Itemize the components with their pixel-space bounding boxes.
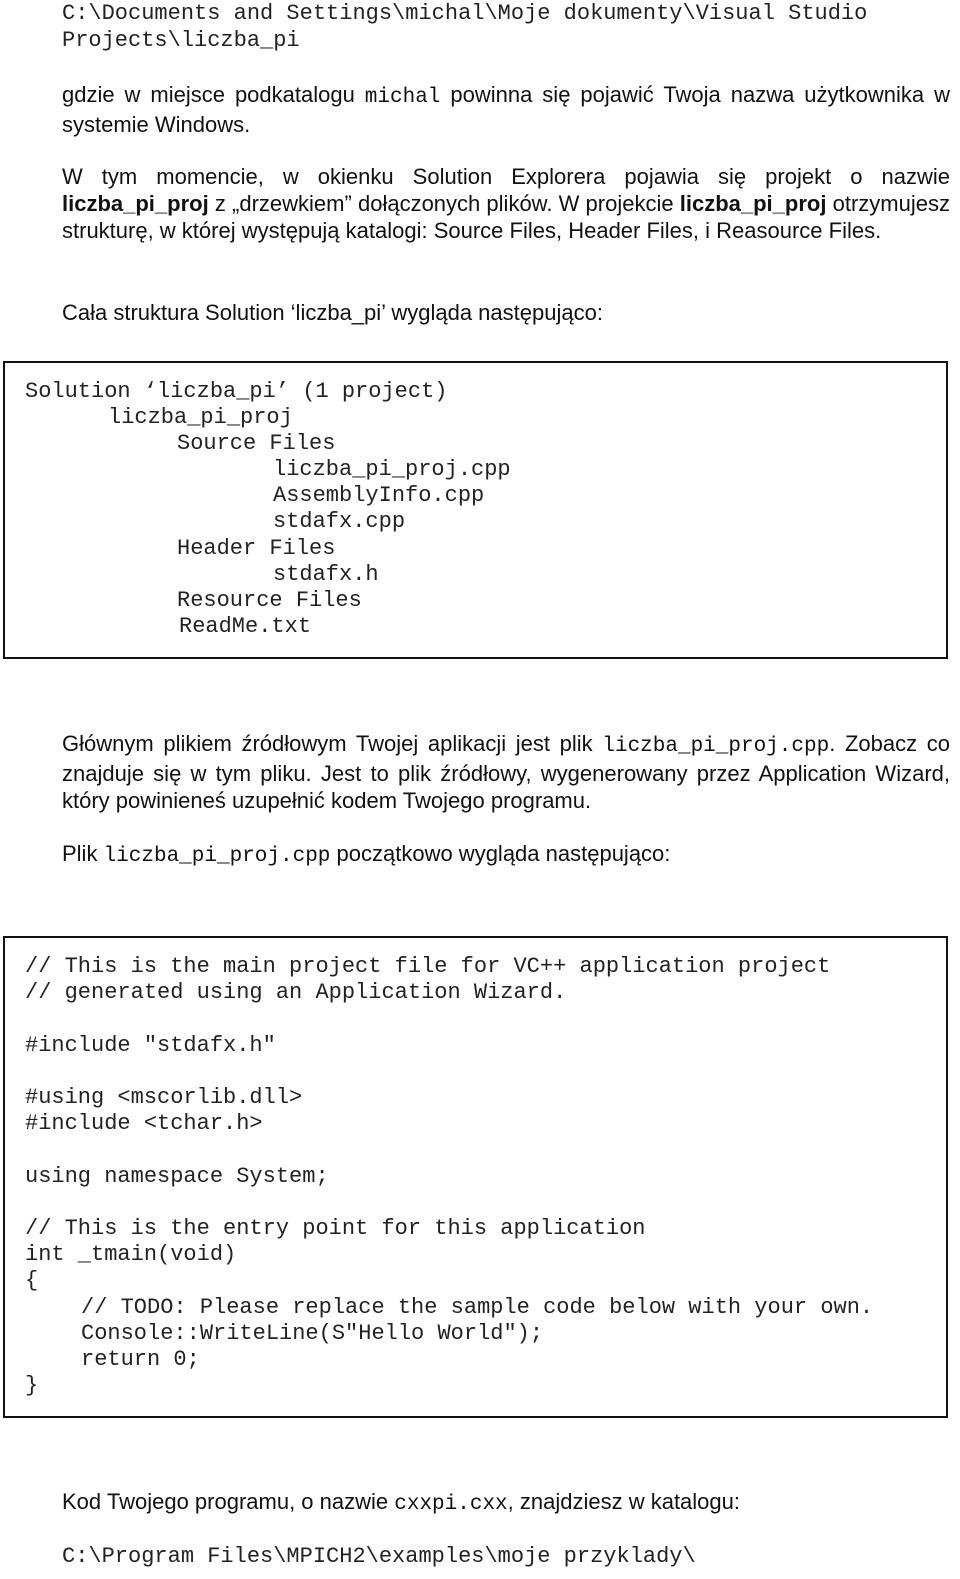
username-text-before: gdzie w miejsce podkatalogu: [62, 82, 365, 107]
username-text-after: powinna się pojawić Twoja nazwa użytkownika w systemie Windows.: [62, 82, 950, 137]
tree-file-assemblyinfo: AssemblyInfo.cpp: [273, 483, 485, 508]
code-tmain-signature: int _tmain(void): [25, 1242, 237, 1267]
code-include-tchar: #include <tchar.h>: [25, 1111, 263, 1136]
code-open-brace: {: [25, 1268, 39, 1293]
explorer-paragraph: [62, 163, 950, 244]
main-file-text-2: . Zobacz co znajduje się w tym pliku. Jest to plik źródłowy, wygenerowany przez Application Wizard, który powinieneś uzupełnić kodem Twojego programu.: [62, 731, 951, 813]
code-comment-entry: // This is the entry point for this application: [25, 1216, 646, 1241]
code-using-mscorlib: #using <mscorlib.dll>: [25, 1085, 303, 1110]
project-path-line-1: C:\Documents and Settings\michal\Moje dokumenty\Visual Studio: [62, 1, 868, 26]
explorer-text-2: z „drzewkiem” dołączonych plików. W projekcie: [208, 191, 680, 216]
code-listing-box: [3, 936, 948, 1418]
solution-tree-box: [3, 361, 948, 659]
explorer-text-3: otrzymujesz strukturę, w której występują katalogi: Source Files, Header Files, i Reasource Files.: [62, 191, 950, 243]
username-paragraph: [62, 81, 950, 138]
cxx-text-2: , znajdziesz w katalogu:: [507, 1489, 740, 1514]
tree-solution: Solution ‘liczba_pi’ (1 project): [25, 379, 448, 404]
tree-header-files: Header Files: [177, 536, 336, 561]
structure-intro: Cała struktura Solution ‘liczba_pi’ wygląda następująco:: [62, 300, 603, 325]
file-intro-text-2: początkowo wygląda następująco:: [330, 841, 671, 866]
examples-path: C:\Program Files\MPICH2\examples\moje przyklady\: [62, 1544, 696, 1569]
tree-source-files: Source Files: [177, 431, 336, 456]
tree-resource-files: Resource Files: [177, 588, 362, 613]
cxx-text-1: Kod Twojego programu, o nazwie: [62, 1489, 395, 1514]
code-return: return 0;: [81, 1347, 200, 1372]
tree-file-stdafx-cpp: stdafx.cpp: [273, 509, 406, 534]
code-writeline: Console::WriteLine(S"Hello World");: [81, 1321, 544, 1346]
explorer-text-1: W tym momencie, w okienku Solution Explorera pojawia się projekt o nazwie: [62, 164, 950, 189]
cxx-filename: cxxpi.cxx: [394, 1493, 508, 1516]
main-file-paragraph: [62, 730, 950, 814]
project-name-bold-2: liczba_pi_proj: [679, 191, 827, 216]
main-file-code: liczba_pi_proj.cpp: [602, 735, 830, 758]
tree-file-stdafx-h: stdafx.h: [273, 562, 379, 587]
cxx-paragraph: [62, 1488, 950, 1518]
tree-project: liczba_pi_proj: [108, 405, 293, 430]
code-include-stdafx: #include "stdafx.h": [25, 1033, 276, 1058]
username-code: michal: [364, 86, 441, 109]
tree-file-main-cpp: liczba_pi_proj.cpp: [273, 457, 511, 482]
file-intro-paragraph: [62, 840, 950, 870]
code-comment-1: // This is the main project file for VC++ application project: [25, 954, 831, 979]
code-using-namespace: using namespace System;: [25, 1164, 329, 1189]
main-file-text-1: Głównym plikiem źródłowym Twojej aplikacji jest plik: [62, 731, 603, 756]
code-close-brace: }: [25, 1373, 39, 1398]
code-todo-comment: // TODO: Please replace the sample code below with your own.: [81, 1295, 874, 1320]
project-name-bold-1: liczba_pi_proj: [62, 191, 209, 216]
file-intro-text-1: Plik: [62, 841, 104, 866]
file-intro-code: liczba_pi_proj.cpp: [103, 845, 331, 868]
project-path-line-2: Projects\liczba_pi: [62, 28, 300, 53]
code-comment-2: // generated using an Application Wizard.: [25, 980, 567, 1005]
tree-file-readme: ReadMe.txt: [179, 614, 312, 639]
